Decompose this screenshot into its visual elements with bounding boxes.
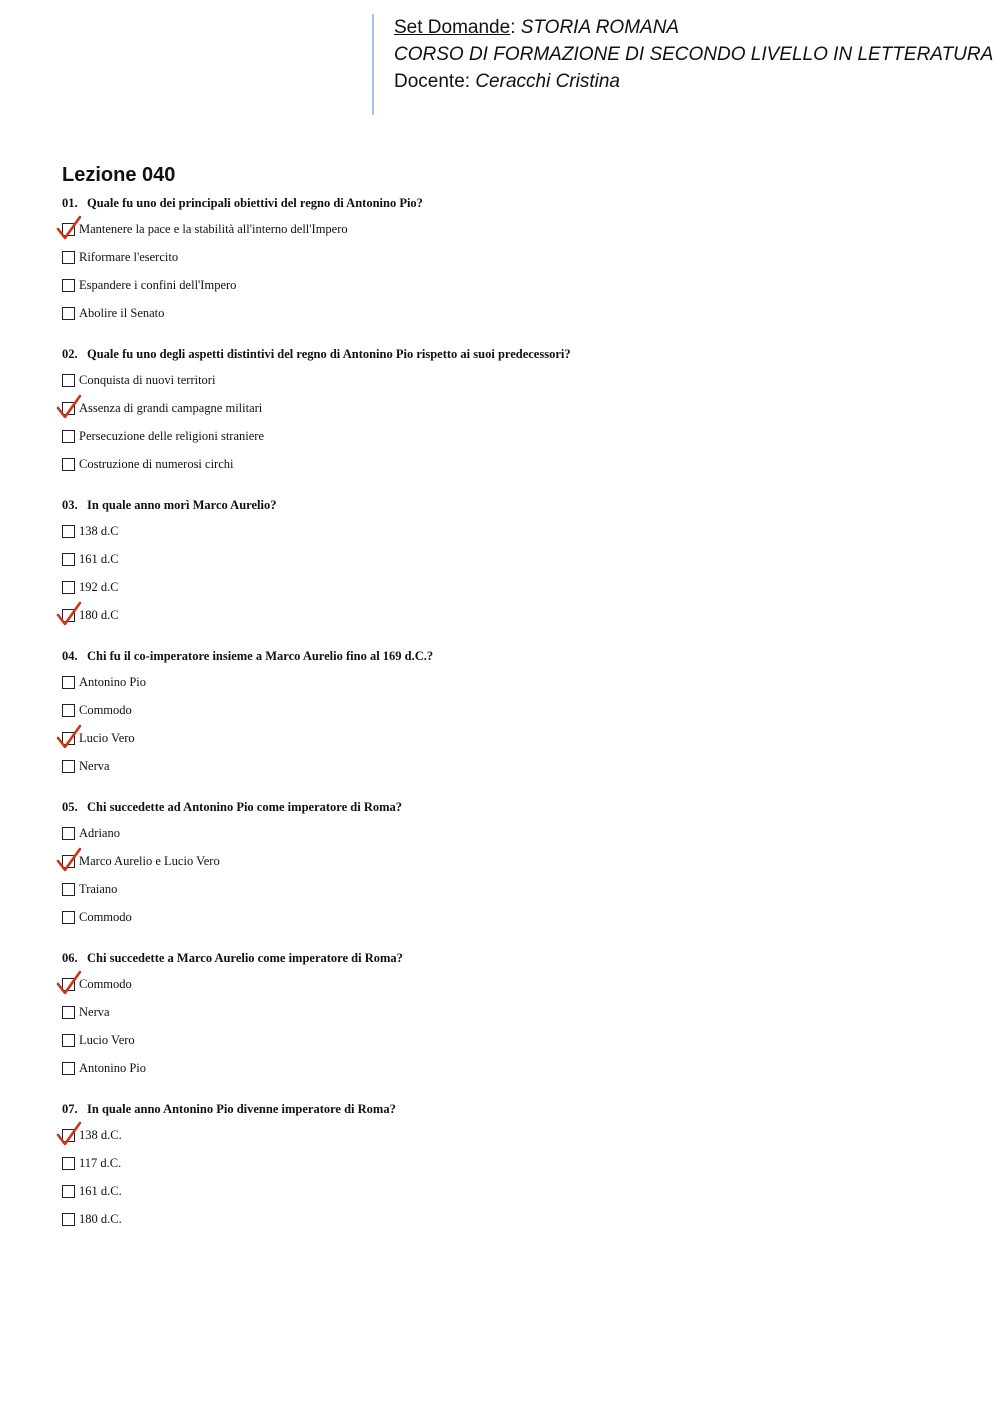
answer-checkbox[interactable] — [62, 374, 75, 387]
answer-option[interactable] — [62, 970, 962, 998]
answer-option[interactable] — [62, 903, 962, 931]
answer-option[interactable] — [62, 1054, 962, 1082]
question-label: Quale fu uno dei principali obiettivi del regno di Antonino Pio? — [87, 196, 423, 210]
set-line — [394, 14, 972, 41]
answer-label: Espandere i confini dell'Impero — [79, 277, 237, 292]
answer-label: 138 d.C. — [79, 1127, 122, 1142]
answer-option[interactable] — [62, 394, 962, 422]
answer-label: Lucio Vero — [79, 1032, 135, 1047]
answer-label: Conquista di nuovi territori — [79, 372, 216, 387]
answer-checkbox[interactable] — [62, 307, 75, 320]
question-number: 05. — [62, 800, 78, 814]
question — [62, 195, 962, 346]
answer-checkbox[interactable] — [62, 883, 75, 896]
answer-option[interactable] — [62, 1177, 962, 1205]
answer-option[interactable] — [62, 1205, 962, 1233]
answer-label: Commodo — [79, 909, 132, 924]
answer-label: Marco Aurelio e Lucio Vero — [79, 853, 220, 868]
answer-option[interactable] — [62, 819, 962, 847]
answer-option[interactable] — [62, 998, 962, 1026]
answer-checkbox[interactable] — [62, 223, 75, 236]
answer-checkbox[interactable] — [62, 1129, 75, 1142]
question-number: 07. — [62, 1102, 78, 1116]
question — [62, 1101, 962, 1252]
answer-option[interactable] — [62, 573, 962, 601]
answer-option[interactable] — [62, 422, 962, 450]
answer-checkbox[interactable] — [62, 609, 75, 622]
answer-checkbox[interactable] — [62, 581, 75, 594]
answer-option[interactable] — [62, 1121, 962, 1149]
answer-label: Nerva — [79, 1004, 110, 1019]
answer-checkbox[interactable] — [62, 760, 75, 773]
question — [62, 950, 962, 1101]
question-number: 04. — [62, 649, 78, 663]
question-text — [62, 648, 962, 668]
set-separator: : — [510, 17, 521, 38]
answer-label: 161 d.C — [79, 551, 119, 566]
question-text — [62, 497, 962, 517]
teacher-label: Docente: — [394, 71, 476, 92]
answer-label: Persecuzione delle religioni straniere — [79, 428, 264, 443]
answer-checkbox[interactable] — [62, 732, 75, 745]
answer-checkbox[interactable] — [62, 676, 75, 689]
answer-option[interactable] — [62, 545, 962, 573]
teacher-line — [394, 68, 972, 95]
question-text — [62, 950, 962, 970]
answer-label: Assenza di grandi campagne militari — [79, 400, 263, 415]
answer-label: Nerva — [79, 758, 110, 773]
answer-checkbox[interactable] — [62, 251, 75, 264]
answer-label: 180 d.C — [79, 607, 119, 622]
answer-option[interactable] — [62, 299, 962, 327]
answer-checkbox[interactable] — [62, 1006, 75, 1019]
answer-checkbox[interactable] — [62, 978, 75, 991]
answer-label: Adriano — [79, 825, 120, 840]
answer-label: Lucio Vero — [79, 730, 135, 745]
answer-checkbox[interactable] — [62, 279, 75, 292]
answer-label: Commodo — [79, 702, 132, 717]
document-header — [372, 14, 994, 115]
answer-option[interactable] — [62, 450, 962, 478]
answer-option[interactable] — [62, 243, 962, 271]
question-number: 02. — [62, 347, 78, 361]
answer-option[interactable] — [62, 1149, 962, 1177]
question-number: 03. — [62, 498, 78, 512]
answer-label: Antonino Pio — [79, 1060, 147, 1075]
lesson-title: Lezione 040 — [62, 164, 176, 186]
answer-checkbox[interactable] — [62, 855, 75, 868]
answer-checkbox[interactable] — [62, 911, 75, 924]
set-value: STORIA ROMANA — [520, 17, 680, 38]
answer-option[interactable] — [62, 517, 962, 545]
answer-option[interactable] — [62, 724, 962, 752]
answer-option[interactable] — [62, 215, 962, 243]
answer-label: Mantenere la pace e la stabilità all'interno dell'Impero — [79, 221, 348, 236]
question-label: In quale anno morì Marco Aurelio? — [87, 498, 277, 512]
answer-label: Traiano — [79, 881, 118, 896]
question-label: In quale anno Antonino Pio divenne imperatore di Roma? — [87, 1102, 396, 1116]
answer-label: Costruzione di numerosi circhi — [79, 456, 234, 471]
answer-option[interactable] — [62, 668, 962, 696]
question-text — [62, 799, 962, 819]
question-label: Quale fu uno degli aspetti distintivi del regno di Antonino Pio rispetto ai suoi predecessori? — [87, 347, 571, 361]
answer-label: 161 d.C. — [79, 1183, 122, 1198]
answer-option[interactable] — [62, 1026, 962, 1054]
question-label: Chi succedette ad Antonino Pio come imperatore di Roma? — [87, 800, 403, 814]
answer-checkbox[interactable] — [62, 704, 75, 717]
question-number: 06. — [62, 951, 78, 965]
course-title: CORSO DI FORMAZIONE DI SECONDO LIVELLO IN LETTERATURA — [394, 44, 994, 65]
answer-checkbox[interactable] — [62, 402, 75, 415]
answer-option[interactable] — [62, 875, 962, 903]
answer-option[interactable] — [62, 696, 962, 724]
answer-checkbox[interactable] — [62, 1213, 75, 1226]
answer-checkbox[interactable] — [62, 1157, 75, 1170]
question-text — [62, 1101, 962, 1121]
question-number: 01. — [62, 196, 78, 210]
answer-label: Abolire il Senato — [79, 305, 165, 320]
question-text — [62, 195, 962, 215]
answer-checkbox[interactable] — [62, 1034, 75, 1047]
answer-label: 192 d.C — [79, 579, 119, 594]
answer-label: 180 d.C. — [79, 1211, 122, 1226]
question-label: Chi succedette a Marco Aurelio come imperatore di Roma? — [87, 951, 403, 965]
answer-option[interactable] — [62, 601, 962, 629]
answer-option[interactable] — [62, 366, 962, 394]
question-list — [62, 195, 962, 1252]
answer-checkbox[interactable] — [62, 430, 75, 443]
answer-option[interactable] — [62, 271, 962, 299]
answer-checkbox[interactable] — [62, 553, 75, 566]
answer-checkbox[interactable] — [62, 1185, 75, 1198]
question — [62, 648, 962, 799]
answer-checkbox[interactable] — [62, 1062, 75, 1075]
answer-label: 117 d.C. — [79, 1155, 122, 1170]
question — [62, 497, 962, 648]
answer-label: Antonino Pio — [79, 674, 147, 689]
question — [62, 346, 962, 497]
answer-option[interactable] — [62, 847, 962, 875]
teacher-name: Ceracchi Cristina — [475, 71, 620, 92]
answer-label: Commodo — [79, 976, 132, 991]
answer-label: 138 d.C — [79, 523, 119, 538]
answer-label: Riformare l'esercito — [79, 249, 179, 264]
answer-option[interactable] — [62, 752, 962, 780]
set-label: Set Domande — [394, 17, 511, 38]
question-label: Chi fu il co-imperatore insieme a Marco Aurelio fino al 169 d.C.? — [87, 649, 434, 663]
question-text — [62, 346, 962, 366]
answer-checkbox[interactable] — [62, 525, 75, 538]
question — [62, 799, 962, 950]
answer-checkbox[interactable] — [62, 827, 75, 840]
answer-checkbox[interactable] — [62, 458, 75, 471]
